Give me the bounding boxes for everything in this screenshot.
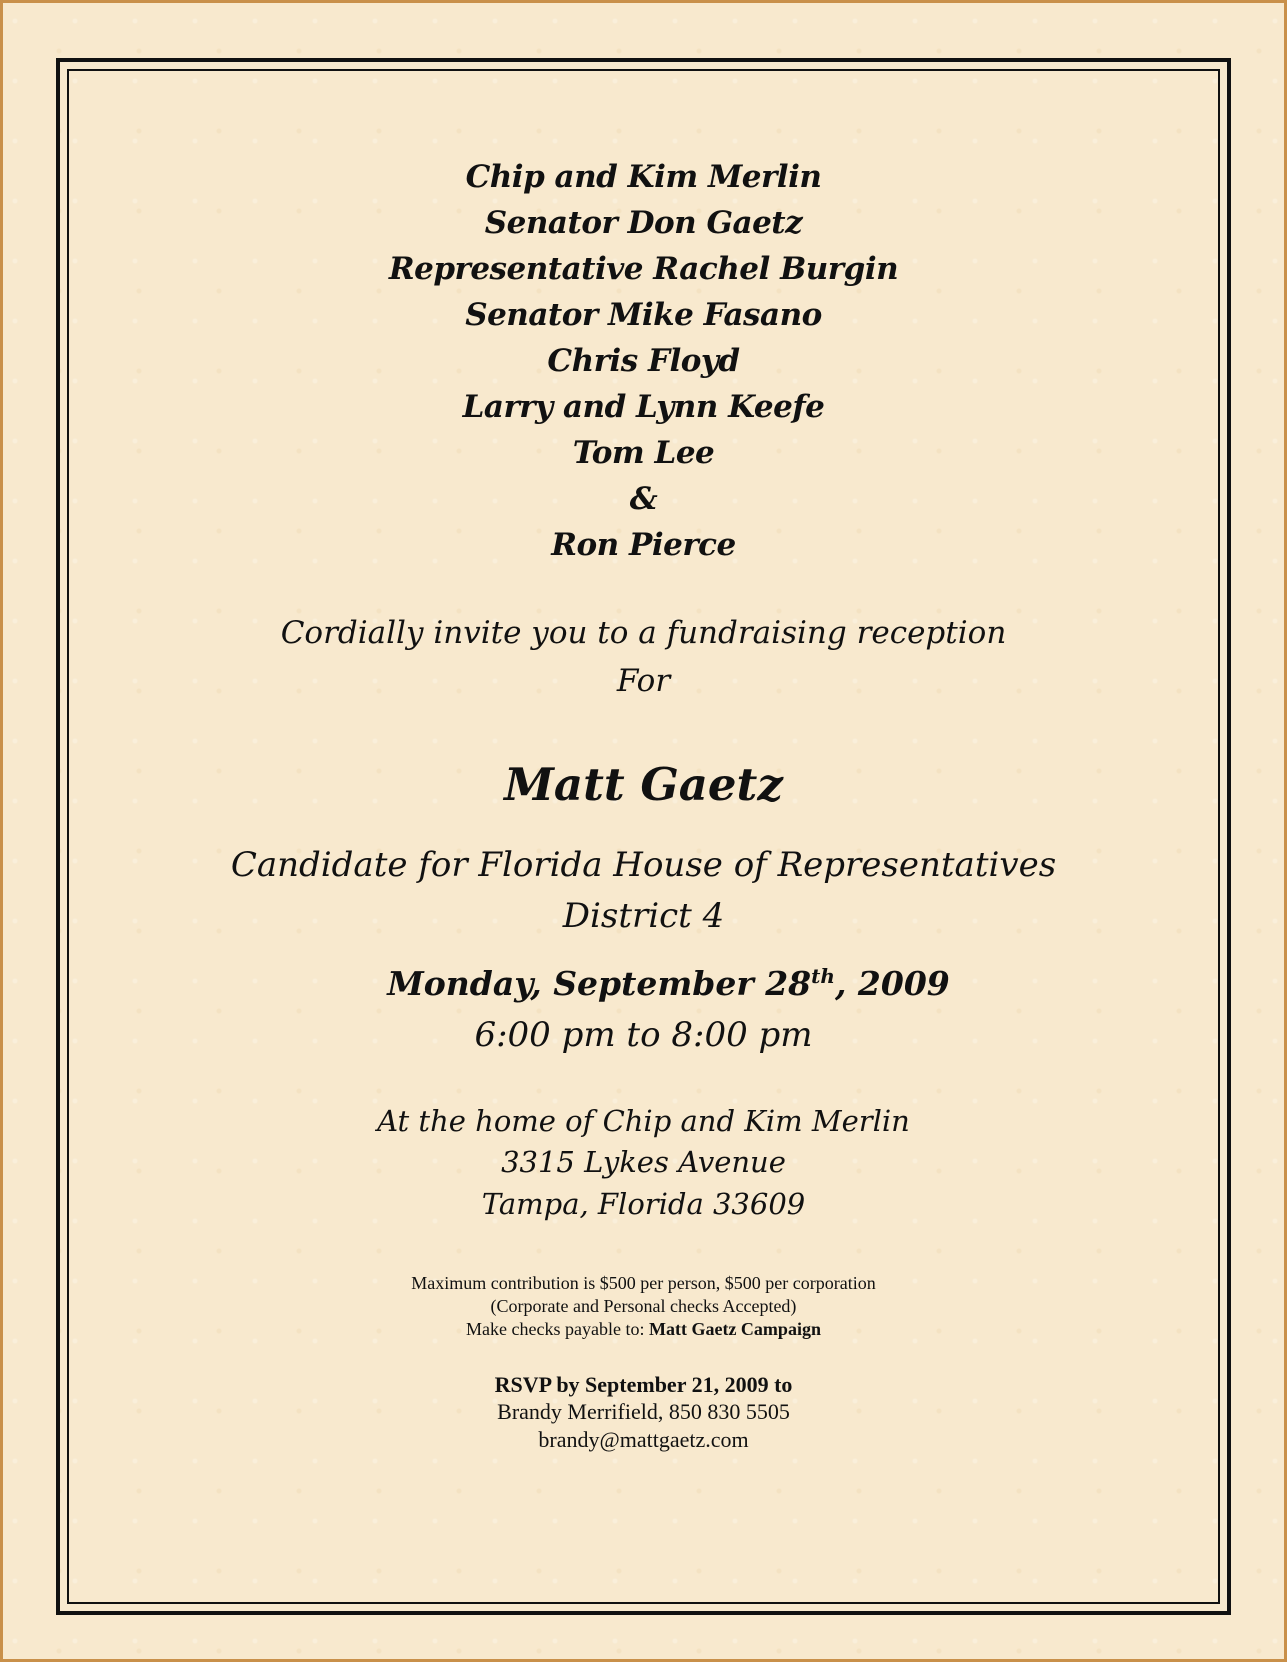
contribution-checks: (Corporate and Personal checks Accepted) — [490, 1296, 797, 1316]
invitation-body — [69, 71, 1218, 1602]
event-date — [69, 963, 1218, 1005]
event-date-ordinal: th — [811, 964, 835, 988]
location-line: At the home of Chip and Kim Merlin — [377, 1104, 910, 1138]
candidate-district: District 4 — [562, 896, 725, 936]
rsvp-heading: RSVP by September 21, 2009 to — [494, 1372, 793, 1397]
host-ampersand: & — [629, 481, 658, 517]
contribution-payable — [69, 1318, 1218, 1340]
payable-label: Make checks payable to: — [466, 1319, 649, 1339]
host-line: Senator Don Gaetz — [484, 205, 803, 241]
candidate-name: Matt Gaetz — [504, 758, 783, 811]
invite-line: Cordially invite you to a fundraising reception — [280, 615, 1007, 651]
host-line: Tom Lee — [572, 435, 715, 471]
payable-name: Matt Gaetz Campaign — [648, 1319, 821, 1339]
rsvp-email: brandy@mattgaetz.com — [538, 1427, 749, 1452]
invite-for: For — [616, 663, 671, 699]
host-line: Larry and Lynn Keefe — [462, 389, 825, 425]
host-line: Ron Pierce — [551, 527, 736, 563]
host-line: Chris Floyd — [547, 343, 740, 379]
host-line: Chip and Kim Merlin — [465, 159, 822, 195]
candidate-office: Candidate for Florida House of Representatives — [230, 845, 1057, 885]
host-line: Representative Rachel Burgin — [388, 251, 899, 287]
event-date-year: , 2009 — [834, 964, 950, 1003]
event-date-main: Monday, September 28 — [387, 964, 812, 1003]
event-time: 6:00 pm to 8:00 pm — [474, 1015, 813, 1055]
rsvp-contact: Brandy Merrifield, 850 830 5505 — [497, 1399, 790, 1424]
host-line: Senator Mike Fasano — [465, 297, 822, 333]
location-address: 3315 Lykes Avenue — [501, 1145, 786, 1179]
contribution-limit: Maximum contribution is $500 per person, $500 per corporation — [411, 1273, 876, 1293]
location-city: Tampa, Florida 33609 — [481, 1187, 806, 1221]
